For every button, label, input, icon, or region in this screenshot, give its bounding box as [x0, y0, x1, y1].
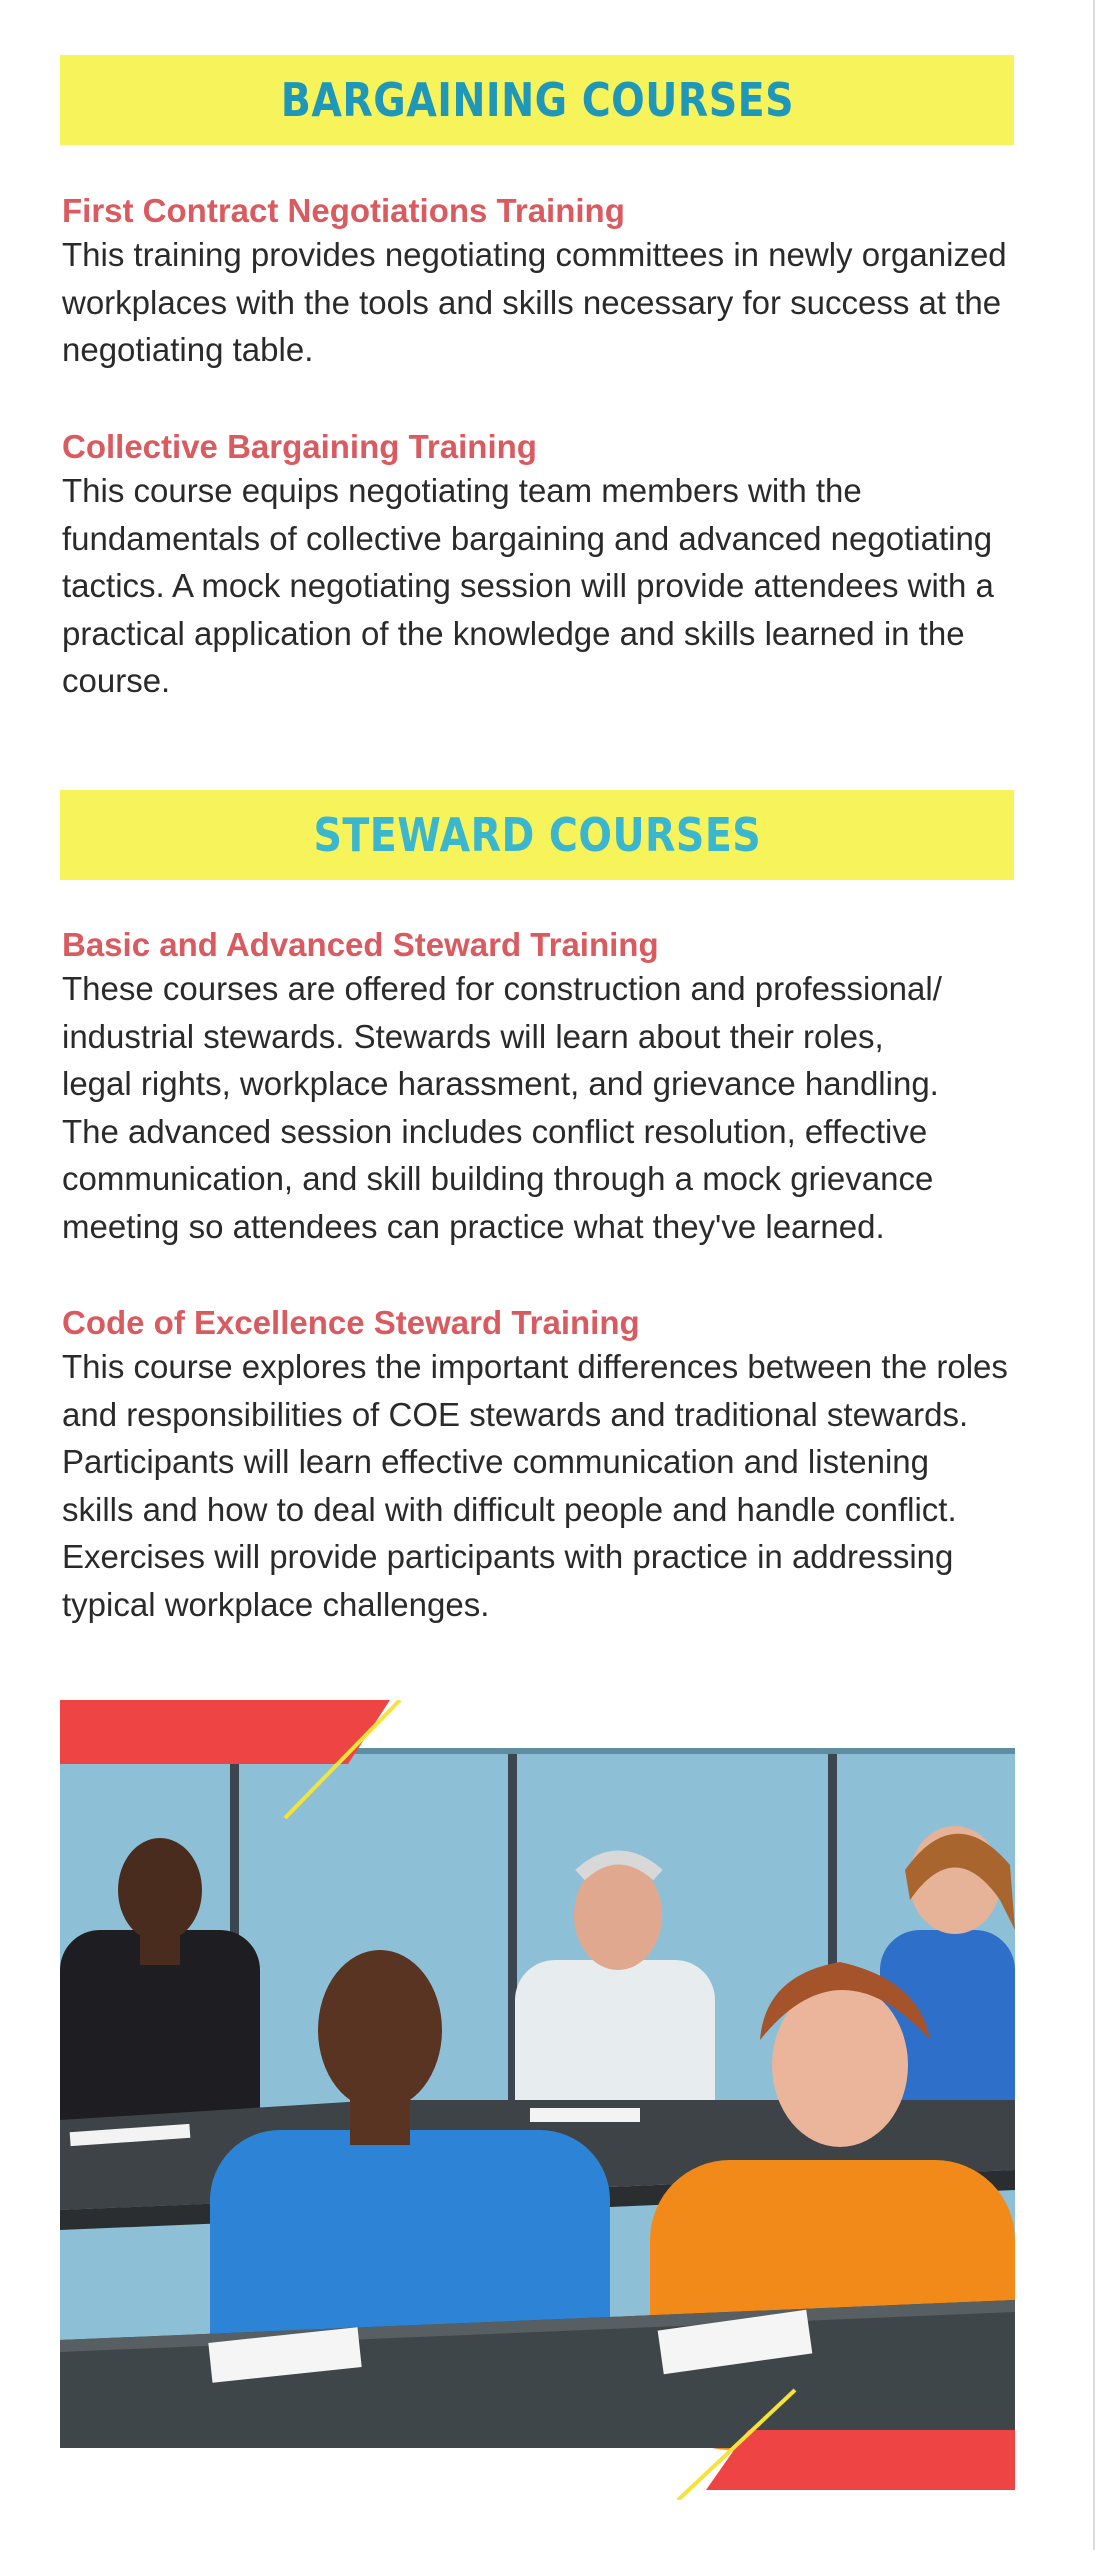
course-title: Code of Excellence Steward Training	[62, 1304, 640, 1341]
classroom-photo-block	[60, 1700, 1015, 2500]
course-description: This course explores the important differences between the roles and responsibilities of COE stewards and traditional stewards. Participants will learn effective communication and listening skills and how to deal with difficult people and handle conflict. Exercises will provide participants with practice in addressing typical workplace challenges.	[62, 1348, 1008, 1623]
bargaining-courses-heading: BARGAINING COURSES	[280, 73, 794, 127]
course-title: Basic and Advanced Steward Training	[62, 926, 659, 963]
page-edge-line	[1093, 0, 1095, 2550]
course-code-of-excellence	[62, 1303, 1022, 1628]
accent-bar-bottom	[706, 2430, 1015, 2490]
course-description: This training provides negotiating committees in newly organized workplaces with the tools and skills necessary for success at the negotiating table.	[62, 236, 1007, 368]
course-title: First Contract Negotiations Training	[62, 192, 625, 229]
steward-courses-banner	[60, 790, 1014, 880]
bargaining-courses-banner	[60, 55, 1014, 145]
course-description: These courses are offered for construction and professional/ industrial stewards. Stewards will learn about their roles, legal rights, workplace harassment, and grievance handling. The advanced session includes conflict resolution, effective communication, and skill building through a mock grievance meeting so attendees can practice what they've learned.	[62, 970, 942, 1245]
accent-bar-top	[60, 1700, 390, 1764]
course-basic-advanced-steward	[62, 925, 1022, 1250]
classroom-photo	[60, 1700, 1015, 2500]
steward-courses-heading: STEWARD COURSES	[313, 808, 761, 862]
course-collective-bargaining	[62, 427, 1022, 705]
course-title: Collective Bargaining Training	[62, 428, 537, 465]
course-description: This course equips negotiating team members with the fundamentals of collective bargaining and advanced negotiating tactics. A mock negotiating session will provide attendees with a practical application of the knowledge and skills learned in the course.	[62, 472, 994, 699]
course-first-contract	[62, 191, 1022, 374]
